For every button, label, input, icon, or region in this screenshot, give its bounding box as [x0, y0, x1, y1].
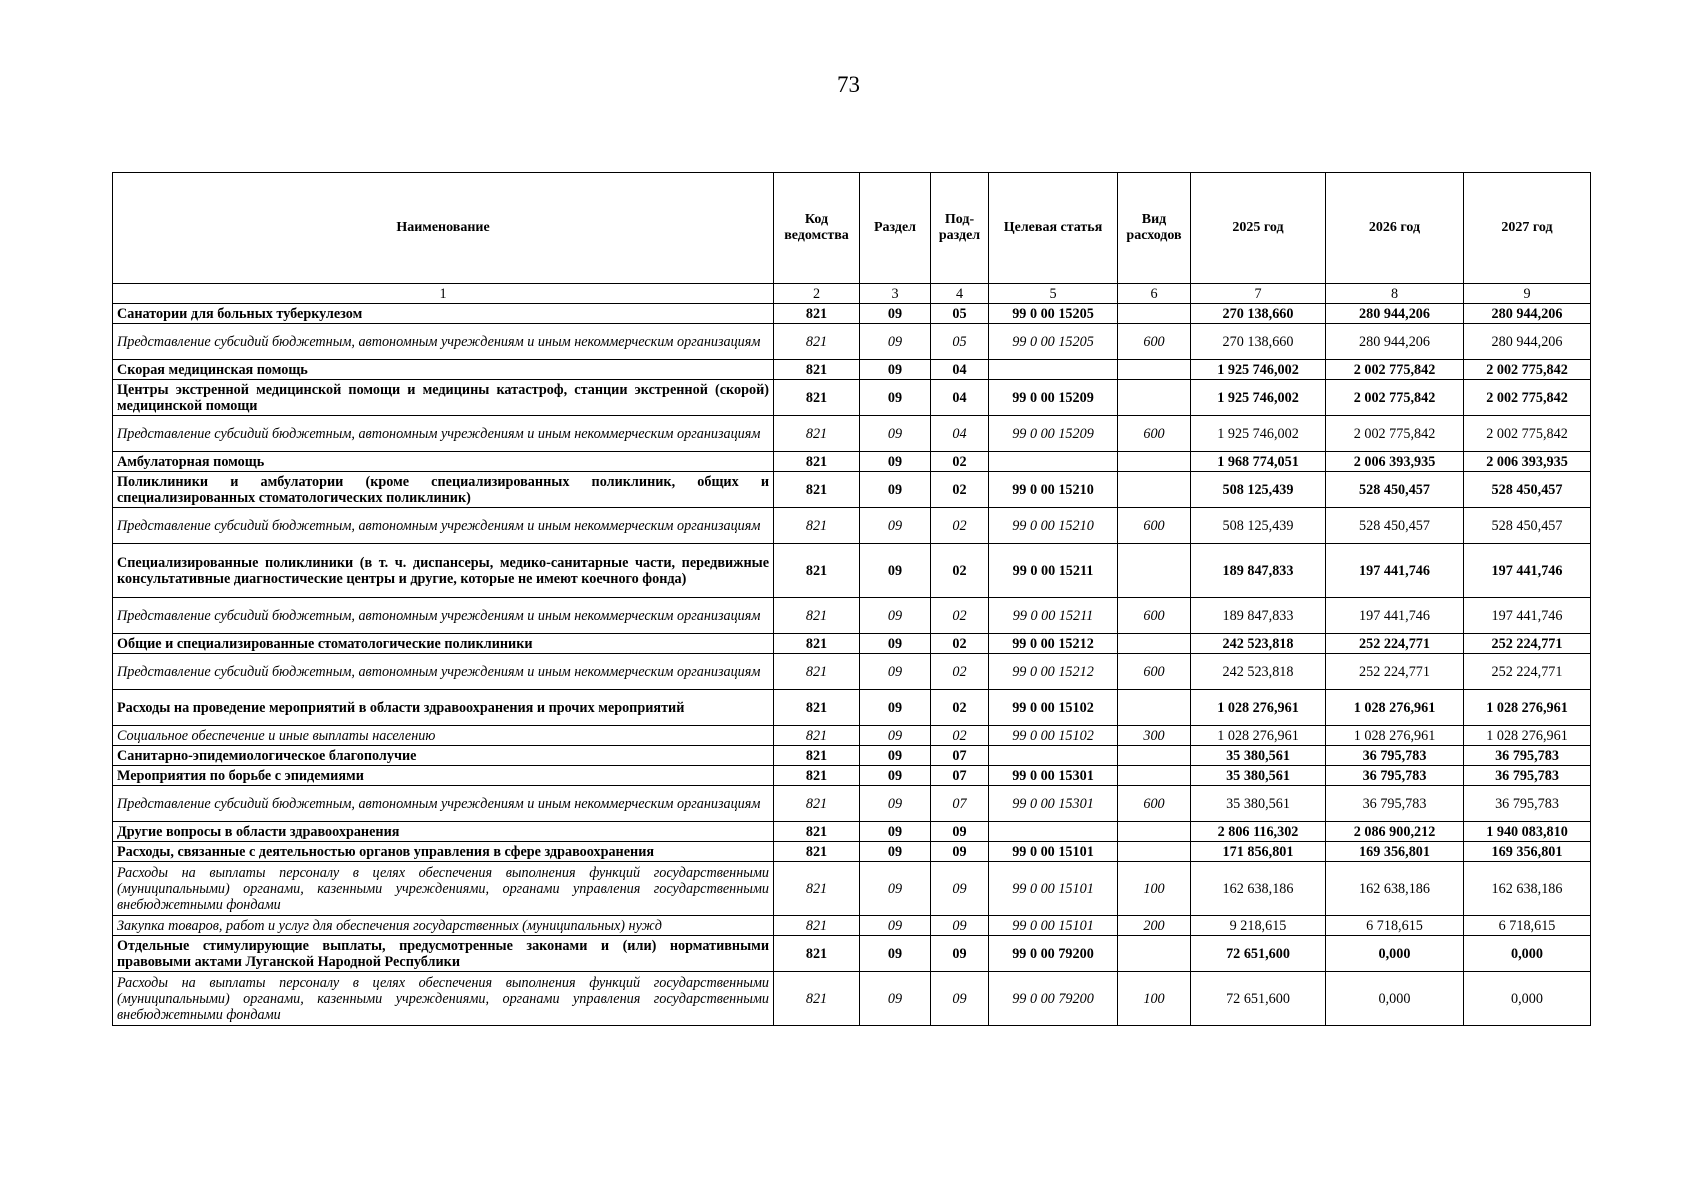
- table-row: [113, 634, 1591, 654]
- row-target: [989, 746, 1118, 766]
- row-section: 09: [860, 634, 931, 654]
- row-section: 09: [860, 598, 931, 634]
- row-name: Мероприятия по борьбе с эпидемиями: [113, 766, 774, 786]
- row-name: Представление субсидий бюджетным, автономным учреждениям и иным некоммерческим организациям: [113, 654, 774, 690]
- row-subsection: 09: [931, 862, 989, 916]
- col-number: 4: [931, 284, 989, 304]
- table-row: [113, 916, 1591, 936]
- row-name: Расходы на выплаты персоналу в целях обеспечения выполнения функций государственными (муниципальными) органами, казенными учреждениями, органами управления государственными внебюджетными фондами: [113, 862, 774, 916]
- page-number: 73: [837, 72, 860, 97]
- row-name: Расходы на выплаты персоналу в целях обеспечения выполнения функций государственными (муниципальными) органами, казенными учреждениями, органами управления государственными внебюджетными фондами: [113, 972, 774, 1026]
- row-amount-2026: 2 086 900,212: [1326, 822, 1464, 842]
- row-target: 99 0 00 15209: [989, 380, 1118, 416]
- row-section: 09: [860, 324, 931, 360]
- row-name: Специализированные поликлиники (в т. ч. диспансеры, медико-санитарные части, передвижные консультативные диагностические центры и другие, которые не имеют коечного фонда): [113, 544, 774, 598]
- row-expense-type: [1118, 634, 1191, 654]
- row-amount-2026: 2 002 775,842: [1326, 416, 1464, 452]
- col-header-subsection: Под-раздел: [931, 173, 989, 284]
- row-amount-2026: 169 356,801: [1326, 842, 1464, 862]
- row-amount-2025: 508 125,439: [1191, 472, 1326, 508]
- row-amount-2025: 270 138,660: [1191, 304, 1326, 324]
- row-code: 821: [774, 598, 860, 634]
- row-target: 99 0 00 15212: [989, 634, 1118, 654]
- col-number: 8: [1326, 284, 1464, 304]
- table-row: [113, 360, 1591, 380]
- row-subsection: 05: [931, 324, 989, 360]
- row-amount-2027: 528 450,457: [1464, 472, 1591, 508]
- row-amount-2026: 1 028 276,961: [1326, 726, 1464, 746]
- row-subsection: 02: [931, 690, 989, 726]
- row-target: [989, 822, 1118, 842]
- row-target: 99 0 00 15209: [989, 416, 1118, 452]
- row-subsection: 04: [931, 360, 989, 380]
- col-number: 7: [1191, 284, 1326, 304]
- row-target: [989, 452, 1118, 472]
- row-amount-2026: 280 944,206: [1326, 304, 1464, 324]
- table-row: [113, 380, 1591, 416]
- row-amount-2025: 72 651,600: [1191, 936, 1326, 972]
- row-amount-2026: 0,000: [1326, 972, 1464, 1026]
- row-section: 09: [860, 786, 931, 822]
- row-name: Представление субсидий бюджетным, автономным учреждениям и иным некоммерческим организациям: [113, 508, 774, 544]
- row-name: Социальное обеспечение и иные выплаты населению: [113, 726, 774, 746]
- row-section: 09: [860, 304, 931, 324]
- row-amount-2027: 252 224,771: [1464, 654, 1591, 690]
- row-target: 99 0 00 15210: [989, 508, 1118, 544]
- row-expense-type: 100: [1118, 862, 1191, 916]
- row-section: 09: [860, 746, 931, 766]
- row-code: 821: [774, 654, 860, 690]
- row-amount-2025: 1 925 746,002: [1191, 360, 1326, 380]
- row-subsection: 09: [931, 842, 989, 862]
- table-row: [113, 324, 1591, 360]
- row-amount-2026: 252 224,771: [1326, 654, 1464, 690]
- row-amount-2026: 6 718,615: [1326, 916, 1464, 936]
- row-amount-2026: 197 441,746: [1326, 544, 1464, 598]
- row-code: 821: [774, 304, 860, 324]
- table-row: [113, 842, 1591, 862]
- row-code: 821: [774, 746, 860, 766]
- row-section: 09: [860, 472, 931, 508]
- row-amount-2026: 252 224,771: [1326, 634, 1464, 654]
- row-subsection: 09: [931, 936, 989, 972]
- row-name: Отдельные стимулирующие выплаты, предусмотренные законами и (или) нормативными правовыми актами Луганской Народной Республики: [113, 936, 774, 972]
- row-amount-2025: 1 925 746,002: [1191, 416, 1326, 452]
- col-number: 3: [860, 284, 931, 304]
- row-amount-2027: 36 795,783: [1464, 786, 1591, 822]
- row-subsection: 04: [931, 416, 989, 452]
- row-amount-2027: 197 441,746: [1464, 544, 1591, 598]
- row-code: 821: [774, 916, 860, 936]
- row-subsection: 07: [931, 766, 989, 786]
- table-row: [113, 304, 1591, 324]
- row-code: 821: [774, 380, 860, 416]
- table-row: [113, 746, 1591, 766]
- row-subsection: 02: [931, 508, 989, 544]
- col-number: 9: [1464, 284, 1591, 304]
- row-name: Поликлиники и амбулатории (кроме специализированных поликлиник, общих и специализированных стоматологических поликлиник): [113, 472, 774, 508]
- row-target: 99 0 00 15211: [989, 598, 1118, 634]
- row-code: 821: [774, 544, 860, 598]
- row-amount-2027: 2 006 393,935: [1464, 452, 1591, 472]
- row-amount-2025: 242 523,818: [1191, 634, 1326, 654]
- row-code: 821: [774, 690, 860, 726]
- row-expense-type: 600: [1118, 416, 1191, 452]
- row-amount-2025: 1 028 276,961: [1191, 690, 1326, 726]
- col-header-type: Вид расходов: [1118, 173, 1191, 284]
- row-amount-2026: 1 028 276,961: [1326, 690, 1464, 726]
- row-subsection: 09: [931, 972, 989, 1026]
- row-target: 99 0 00 15102: [989, 690, 1118, 726]
- col-header-2027: 2027 год: [1464, 173, 1591, 284]
- col-header-2025: 2025 год: [1191, 173, 1326, 284]
- row-expense-type: 600: [1118, 598, 1191, 634]
- row-amount-2026: 36 795,783: [1326, 766, 1464, 786]
- row-name: Представление субсидий бюджетным, автономным учреждениям и иным некоммерческим организациям: [113, 786, 774, 822]
- row-expense-type: 200: [1118, 916, 1191, 936]
- table-row: [113, 654, 1591, 690]
- table-row: [113, 598, 1591, 634]
- row-amount-2026: 162 638,186: [1326, 862, 1464, 916]
- row-amount-2027: 36 795,783: [1464, 746, 1591, 766]
- row-expense-type: [1118, 380, 1191, 416]
- row-amount-2027: 1 940 083,810: [1464, 822, 1591, 842]
- row-amount-2025: 189 847,833: [1191, 598, 1326, 634]
- row-amount-2025: 1 028 276,961: [1191, 726, 1326, 746]
- row-amount-2027: 1 028 276,961: [1464, 690, 1591, 726]
- row-amount-2026: 0,000: [1326, 936, 1464, 972]
- row-amount-2027: 6 718,615: [1464, 916, 1591, 936]
- row-expense-type: [1118, 842, 1191, 862]
- col-number: 2: [774, 284, 860, 304]
- row-section: 09: [860, 766, 931, 786]
- row-code: 821: [774, 416, 860, 452]
- col-number: 6: [1118, 284, 1191, 304]
- row-amount-2025: 270 138,660: [1191, 324, 1326, 360]
- row-amount-2027: 280 944,206: [1464, 304, 1591, 324]
- row-amount-2026: 197 441,746: [1326, 598, 1464, 634]
- row-target: 99 0 00 15102: [989, 726, 1118, 746]
- row-amount-2026: 528 450,457: [1326, 472, 1464, 508]
- row-expense-type: [1118, 690, 1191, 726]
- row-amount-2025: 162 638,186: [1191, 862, 1326, 916]
- row-amount-2025: 35 380,561: [1191, 746, 1326, 766]
- row-section: 09: [860, 654, 931, 690]
- row-name: Амбулаторная помощь: [113, 452, 774, 472]
- row-subsection: 09: [931, 822, 989, 842]
- table-row: [113, 786, 1591, 822]
- row-amount-2027: 169 356,801: [1464, 842, 1591, 862]
- row-expense-type: [1118, 452, 1191, 472]
- row-name: Расходы на проведение мероприятий в области здравоохранения и прочих мероприятий: [113, 690, 774, 726]
- row-expense-type: 600: [1118, 508, 1191, 544]
- col-header-code: Код ведомства: [774, 173, 860, 284]
- row-amount-2025: 1 925 746,002: [1191, 380, 1326, 416]
- row-amount-2025: 35 380,561: [1191, 786, 1326, 822]
- row-amount-2026: 528 450,457: [1326, 508, 1464, 544]
- row-subsection: 07: [931, 746, 989, 766]
- row-code: 821: [774, 508, 860, 544]
- row-subsection: 04: [931, 380, 989, 416]
- row-expense-type: [1118, 822, 1191, 842]
- row-expense-type: [1118, 766, 1191, 786]
- row-expense-type: [1118, 544, 1191, 598]
- table-row: [113, 544, 1591, 598]
- row-name: Другие вопросы в области здравоохранения: [113, 822, 774, 842]
- row-target: 99 0 00 15301: [989, 766, 1118, 786]
- row-name: Представление субсидий бюджетным, автономным учреждениям и иным некоммерческим организациям: [113, 598, 774, 634]
- row-subsection: 02: [931, 472, 989, 508]
- row-amount-2027: 36 795,783: [1464, 766, 1591, 786]
- row-name: Общие и специализированные стоматологические поликлиники: [113, 634, 774, 654]
- row-target: 99 0 00 79200: [989, 972, 1118, 1026]
- header-row: [113, 173, 1591, 284]
- row-target: 99 0 00 15101: [989, 916, 1118, 936]
- row-target: 99 0 00 15210: [989, 472, 1118, 508]
- row-subsection: 02: [931, 726, 989, 746]
- row-code: 821: [774, 726, 860, 746]
- row-expense-type: 600: [1118, 654, 1191, 690]
- row-section: 09: [860, 690, 931, 726]
- row-amount-2027: 162 638,186: [1464, 862, 1591, 916]
- row-name: Санатории для больных туберкулезом: [113, 304, 774, 324]
- row-expense-type: [1118, 472, 1191, 508]
- row-section: 09: [860, 544, 931, 598]
- row-name: Закупка товаров, работ и услуг для обеспечения государственных (муниципальных) нужд: [113, 916, 774, 936]
- col-header-target: Целевая статья: [989, 173, 1118, 284]
- row-expense-type: [1118, 360, 1191, 380]
- row-expense-type: 300: [1118, 726, 1191, 746]
- row-section: 09: [860, 508, 931, 544]
- row-expense-type: 100: [1118, 972, 1191, 1026]
- row-amount-2025: 35 380,561: [1191, 766, 1326, 786]
- table-row: [113, 508, 1591, 544]
- row-target: 99 0 00 15212: [989, 654, 1118, 690]
- row-target: 99 0 00 15205: [989, 324, 1118, 360]
- row-amount-2026: 36 795,783: [1326, 786, 1464, 822]
- row-expense-type: 600: [1118, 786, 1191, 822]
- row-subsection: 07: [931, 786, 989, 822]
- row-target: 99 0 00 79200: [989, 936, 1118, 972]
- row-code: 821: [774, 766, 860, 786]
- row-amount-2025: 2 806 116,302: [1191, 822, 1326, 842]
- table-row: [113, 936, 1591, 972]
- row-section: 09: [860, 416, 931, 452]
- row-code: 821: [774, 634, 860, 654]
- row-section: 09: [860, 916, 931, 936]
- row-amount-2027: 1 028 276,961: [1464, 726, 1591, 746]
- row-code: 821: [774, 452, 860, 472]
- row-code: 821: [774, 822, 860, 842]
- row-subsection: 02: [931, 598, 989, 634]
- row-code: 821: [774, 936, 860, 972]
- row-target: 99 0 00 15205: [989, 304, 1118, 324]
- row-amount-2026: 280 944,206: [1326, 324, 1464, 360]
- row-section: 09: [860, 380, 931, 416]
- budget-table: [112, 172, 1591, 1026]
- row-target: 99 0 00 15101: [989, 842, 1118, 862]
- row-amount-2026: 36 795,783: [1326, 746, 1464, 766]
- row-amount-2027: 2 002 775,842: [1464, 380, 1591, 416]
- row-subsection: 09: [931, 916, 989, 936]
- row-section: 09: [860, 862, 931, 916]
- row-name: Представление субсидий бюджетным, автономным учреждениям и иным некоммерческим организациям: [113, 324, 774, 360]
- column-number-row: [113, 284, 1591, 304]
- row-amount-2025: 189 847,833: [1191, 544, 1326, 598]
- row-target: 99 0 00 15301: [989, 786, 1118, 822]
- table-row: [113, 972, 1591, 1026]
- row-expense-type: [1118, 304, 1191, 324]
- table-body: [113, 304, 1591, 1026]
- col-number: 1: [113, 284, 774, 304]
- row-amount-2027: 2 002 775,842: [1464, 416, 1591, 452]
- row-subsection: 02: [931, 654, 989, 690]
- row-subsection: 02: [931, 544, 989, 598]
- table-row: [113, 766, 1591, 786]
- row-code: 821: [774, 472, 860, 508]
- row-name: Санитарно-эпидемиологическое благополучие: [113, 746, 774, 766]
- row-section: 09: [860, 972, 931, 1026]
- col-number: 5: [989, 284, 1118, 304]
- row-expense-type: [1118, 746, 1191, 766]
- row-subsection: 02: [931, 452, 989, 472]
- row-code: 821: [774, 862, 860, 916]
- row-section: 09: [860, 452, 931, 472]
- row-amount-2025: 242 523,818: [1191, 654, 1326, 690]
- row-name: Скорая медицинская помощь: [113, 360, 774, 380]
- table-row: [113, 690, 1591, 726]
- row-expense-type: [1118, 936, 1191, 972]
- row-section: 09: [860, 726, 931, 746]
- row-amount-2026: 2 002 775,842: [1326, 360, 1464, 380]
- row-amount-2027: 252 224,771: [1464, 634, 1591, 654]
- row-target: 99 0 00 15101: [989, 862, 1118, 916]
- col-header-name: Наименование: [113, 173, 774, 284]
- row-amount-2025: 171 856,801: [1191, 842, 1326, 862]
- row-amount-2026: 2 002 775,842: [1326, 380, 1464, 416]
- row-target: 99 0 00 15211: [989, 544, 1118, 598]
- row-expense-type: 600: [1118, 324, 1191, 360]
- table-row: [113, 726, 1591, 746]
- row-code: 821: [774, 786, 860, 822]
- row-amount-2026: 2 006 393,935: [1326, 452, 1464, 472]
- row-subsection: 02: [931, 634, 989, 654]
- row-section: 09: [860, 936, 931, 972]
- row-name: Расходы, связанные с деятельностью органов управления в сфере здравоохранения: [113, 842, 774, 862]
- row-code: 821: [774, 972, 860, 1026]
- row-amount-2027: 2 002 775,842: [1464, 360, 1591, 380]
- row-amount-2025: 1 968 774,051: [1191, 452, 1326, 472]
- row-amount-2027: 197 441,746: [1464, 598, 1591, 634]
- row-code: 821: [774, 324, 860, 360]
- row-section: 09: [860, 360, 931, 380]
- table-row: [113, 452, 1591, 472]
- row-amount-2027: 0,000: [1464, 936, 1591, 972]
- row-amount-2025: 72 651,600: [1191, 972, 1326, 1026]
- row-amount-2027: 280 944,206: [1464, 324, 1591, 360]
- row-amount-2027: 528 450,457: [1464, 508, 1591, 544]
- row-subsection: 05: [931, 304, 989, 324]
- col-header-section: Раздел: [860, 173, 931, 284]
- table-row: [113, 862, 1591, 916]
- row-section: 09: [860, 842, 931, 862]
- table-row: [113, 822, 1591, 842]
- col-header-2026: 2026 год: [1326, 173, 1464, 284]
- row-amount-2025: 508 125,439: [1191, 508, 1326, 544]
- table-row: [113, 416, 1591, 452]
- row-name: Центры экстренной медицинской помощи и медицины катастроф, станции экстренной (скорой) медицинской помощи: [113, 380, 774, 416]
- row-code: 821: [774, 842, 860, 862]
- row-code: 821: [774, 360, 860, 380]
- row-amount-2025: 9 218,615: [1191, 916, 1326, 936]
- row-section: 09: [860, 822, 931, 842]
- row-target: [989, 360, 1118, 380]
- table-row: [113, 472, 1591, 508]
- row-name: Представление субсидий бюджетным, автономным учреждениям и иным некоммерческим организациям: [113, 416, 774, 452]
- row-amount-2027: 0,000: [1464, 972, 1591, 1026]
